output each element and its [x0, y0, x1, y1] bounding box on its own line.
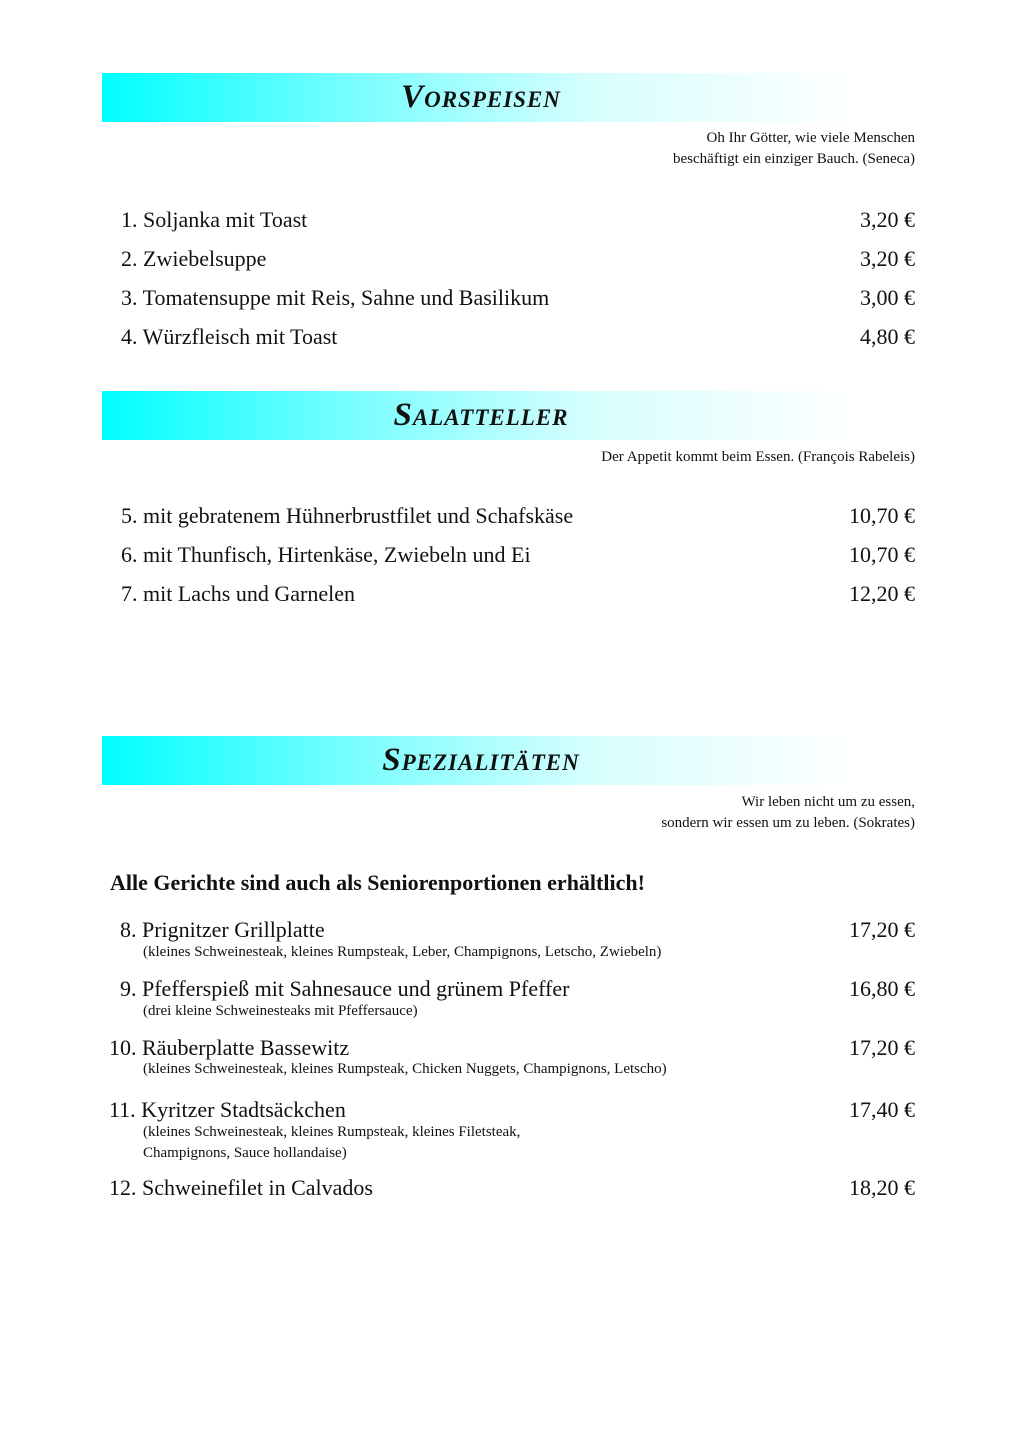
item-price: 18,20 €: [849, 1175, 915, 1200]
menu-item: [0, 1175, 1024, 1205]
item-price: 17,40 €: [849, 1097, 915, 1122]
item-name: 2. Zwiebelsuppe: [121, 246, 267, 271]
menu-item: [0, 324, 1024, 354]
menu-item: [0, 207, 1024, 237]
item-name: 7. mit Lachs und Garnelen: [121, 581, 355, 606]
section-title: Salatteller: [393, 397, 569, 433]
item-description: [143, 942, 661, 963]
item-price: 16,80 €: [849, 976, 915, 1001]
quote-line: Wir leben nicht um zu essen,: [741, 794, 915, 810]
quote-line: Der Appetit kommt beim Essen. (François Rabeleis): [601, 449, 915, 465]
item-price: 10,70 €: [849, 542, 915, 567]
item-price: 3,20 €: [860, 207, 915, 232]
item-description: [143, 1001, 418, 1022]
section-header-spezialitaeten: [102, 736, 860, 785]
section-title: Vorspeisen: [401, 79, 561, 115]
item-description: [143, 1059, 667, 1080]
item-name: 1. Soljanka mit Toast: [121, 207, 308, 232]
item-price: 10,70 €: [849, 503, 915, 528]
description-line: (drei kleine Schweinesteaks mit Pfeffersauce): [143, 1003, 418, 1019]
senior-portion-notice: Alle Gerichte sind auch als Seniorenportionen erhältlich!: [110, 870, 645, 895]
description-line: Champignons, Sauce hollandaise): [143, 1145, 347, 1161]
item-price: 17,20 €: [849, 917, 915, 942]
description-line: (kleines Schweinesteak, kleines Rumpsteak, Leber, Champignons, Letscho, Zwiebeln): [143, 944, 662, 960]
quote-line: Oh Ihr Götter, wie viele Menschen: [706, 130, 915, 146]
section-quote: [661, 792, 915, 834]
menu-item: [0, 581, 1024, 611]
item-name: 8. Prignitzer Grillplatte: [120, 917, 325, 942]
quote-line: sondern wir essen um zu leben. (Sokrates): [661, 815, 915, 831]
item-name: 12. Schweinefilet in Calvados: [109, 1175, 373, 1200]
item-price: 3,20 €: [860, 246, 915, 271]
item-price: 4,80 €: [860, 324, 915, 349]
item-name: 6. mit Thunfisch, Hirtenkäse, Zwiebeln und Ei: [121, 542, 531, 567]
item-price: 3,00 €: [860, 285, 915, 310]
item-name: 11. Kyritzer Stadtsäckchen: [109, 1097, 346, 1122]
item-description: [143, 1122, 520, 1164]
item-price: 17,20 €: [849, 1035, 915, 1060]
item-name: 10. Räuberplatte Bassewitz: [109, 1035, 350, 1060]
section-title: Spezialitäten: [382, 742, 580, 778]
menu-item: [0, 285, 1024, 315]
item-name: 5. mit gebratenem Hühnerbrustfilet und Schafskäse: [121, 503, 574, 528]
section-header-vorspeisen: [102, 73, 860, 122]
section-header-salatteller: [102, 391, 860, 440]
section-quote: [601, 447, 915, 468]
menu-item: [0, 503, 1024, 533]
item-name: 9. Pfefferspieß mit Sahnesauce und grünem Pfeffer: [120, 976, 570, 1001]
section-quote: [673, 128, 915, 170]
description-line: (kleines Schweinesteak, kleines Rumpsteak, Chicken Nuggets, Champignons, Letscho): [143, 1061, 667, 1077]
item-name: 3. Tomatensuppe mit Reis, Sahne und Basilikum: [121, 285, 550, 310]
menu-item: [0, 246, 1024, 276]
quote-line: beschäftigt ein einziger Bauch. (Seneca): [673, 151, 915, 167]
item-price: 12,20 €: [849, 581, 915, 606]
item-name: 4. Würzfleisch mit Toast: [121, 324, 338, 349]
menu-item: [0, 542, 1024, 572]
description-line: (kleines Schweinesteak, kleines Rumpsteak, kleines Filetsteak,: [143, 1124, 521, 1140]
